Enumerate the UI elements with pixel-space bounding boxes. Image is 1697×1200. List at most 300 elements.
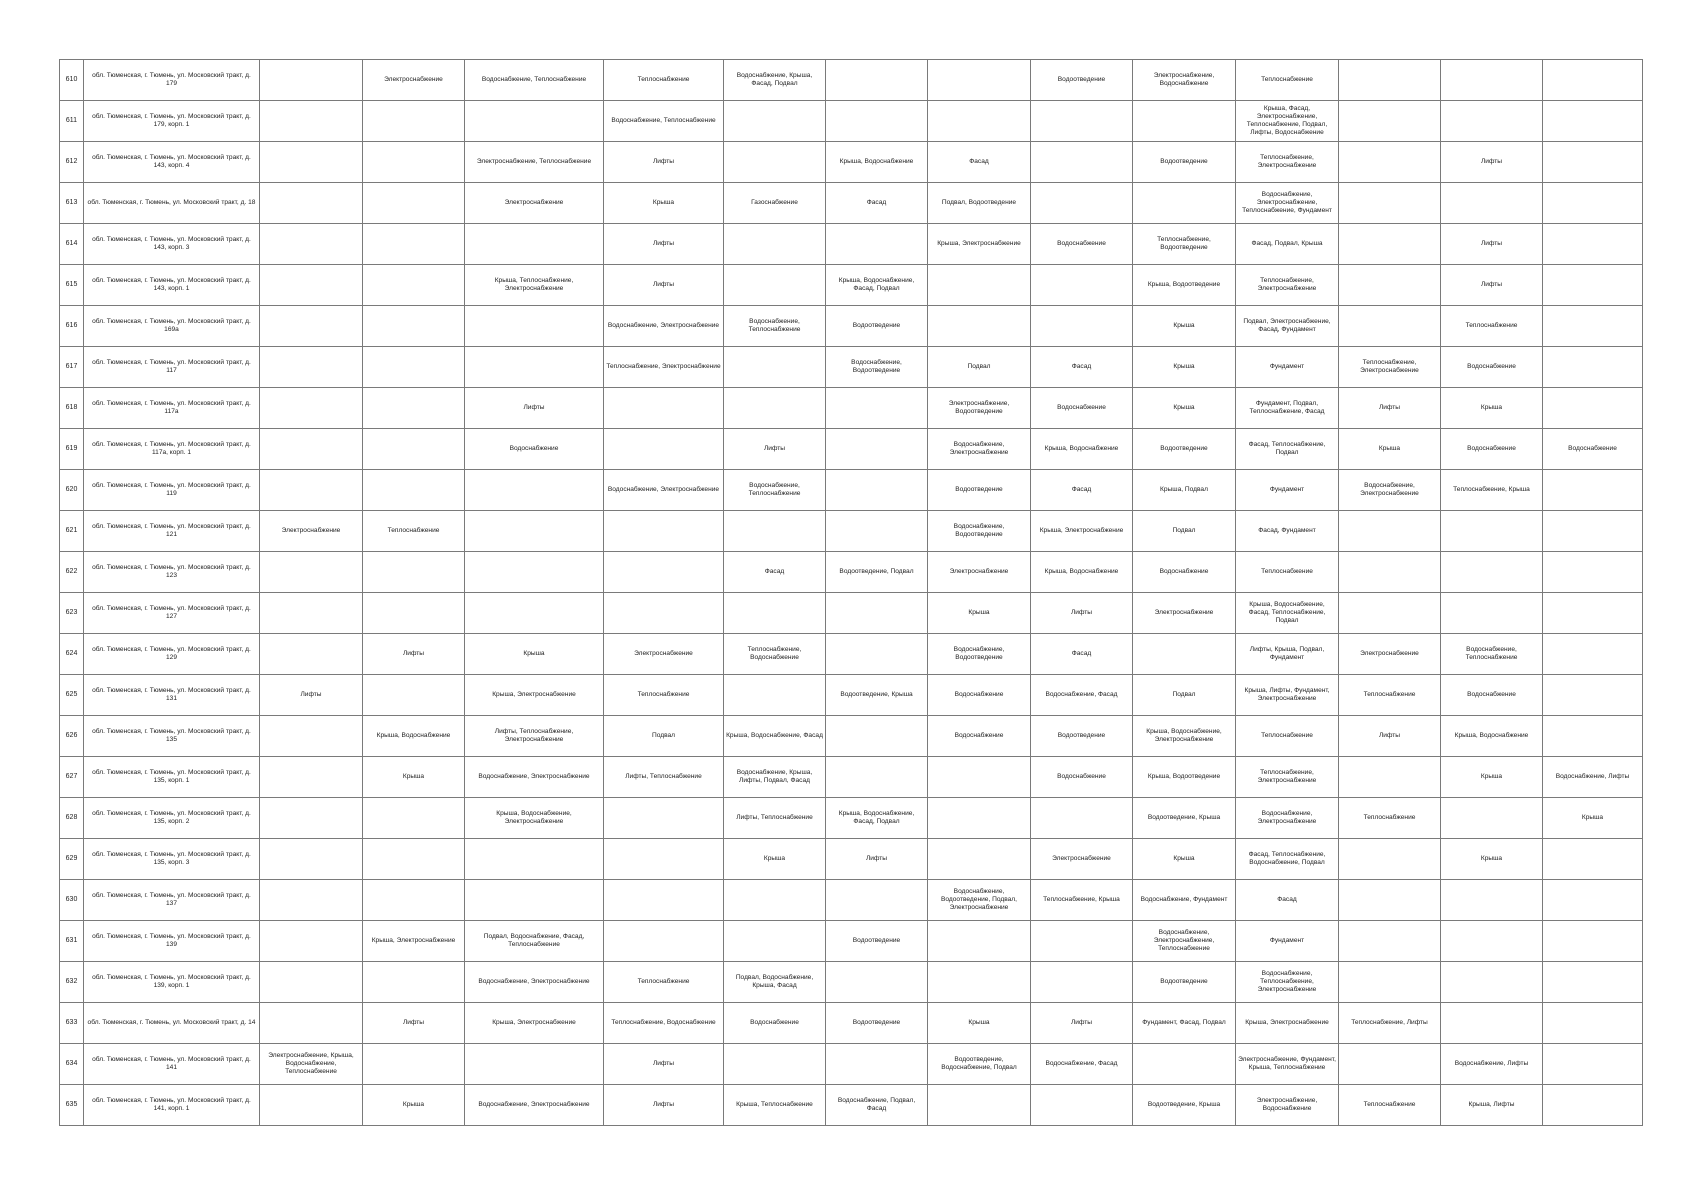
row-number: 618 bbox=[60, 388, 84, 429]
table-row bbox=[60, 921, 1643, 962]
address-cell: обл. Тюменская, г. Тюмень, ул. Московский тракт, д. 135, корп. 2 bbox=[84, 798, 260, 839]
work-cell: Лифты bbox=[604, 224, 724, 265]
work-cell bbox=[826, 716, 928, 757]
work-cell bbox=[1031, 142, 1133, 183]
work-cell: Теплоснабжение, Электроснабжение bbox=[604, 347, 724, 388]
work-cell: Подвал bbox=[604, 716, 724, 757]
work-cell bbox=[928, 60, 1031, 101]
address-cell: обл. Тюменская, г. Тюмень, ул. Московский тракт, д. 179 bbox=[84, 60, 260, 101]
work-cell bbox=[260, 183, 363, 224]
work-cell bbox=[260, 265, 363, 306]
work-cell: Водоснабжение, Крыша, Фасад, Подвал bbox=[724, 60, 826, 101]
work-cell: Лифты, Теплоснабжение, Электроснабжение bbox=[465, 716, 604, 757]
work-cell bbox=[1441, 962, 1543, 1003]
work-cell: Водоснабжение, Электроснабжение bbox=[604, 470, 724, 511]
table-row bbox=[60, 511, 1643, 552]
table-row bbox=[60, 142, 1643, 183]
work-cell: Водоснабжение, Фасад bbox=[1031, 675, 1133, 716]
work-cell bbox=[1543, 347, 1643, 388]
work-cell: Электроснабжение, Водоотведение bbox=[928, 388, 1031, 429]
work-cell bbox=[1543, 142, 1643, 183]
work-cell bbox=[363, 224, 465, 265]
work-cell: Теплоснабжение bbox=[1339, 675, 1441, 716]
row-number: 614 bbox=[60, 224, 84, 265]
work-cell bbox=[260, 552, 363, 593]
work-cell: Электроснабжение, Фундамент, Крыша, Теплоснабжение bbox=[1236, 1044, 1339, 1085]
work-cell: Крыша, Электроснабжение bbox=[363, 921, 465, 962]
work-cell bbox=[1441, 60, 1543, 101]
work-cell bbox=[260, 716, 363, 757]
work-cell bbox=[363, 962, 465, 1003]
work-cell: Водоотведение bbox=[1133, 142, 1236, 183]
table-row bbox=[60, 429, 1643, 470]
table-row bbox=[60, 757, 1643, 798]
work-cell bbox=[1543, 183, 1643, 224]
work-cell: Лифты bbox=[260, 675, 363, 716]
work-cell: Крыша bbox=[604, 183, 724, 224]
row-number: 621 bbox=[60, 511, 84, 552]
work-cell bbox=[1543, 634, 1643, 675]
table-row bbox=[60, 347, 1643, 388]
work-cell: Водоснабжение bbox=[1543, 429, 1643, 470]
work-cell bbox=[1031, 1085, 1133, 1126]
row-number: 628 bbox=[60, 798, 84, 839]
table-row bbox=[60, 1085, 1643, 1126]
work-cell: Фундамент bbox=[1236, 921, 1339, 962]
row-number: 631 bbox=[60, 921, 84, 962]
work-cell bbox=[1543, 1085, 1643, 1126]
work-cell: Крыша, Водоснабжение, Фасад bbox=[724, 716, 826, 757]
work-cell bbox=[1543, 1003, 1643, 1044]
work-cell: Лифты bbox=[604, 1044, 724, 1085]
work-cell bbox=[1543, 1044, 1643, 1085]
work-cell: Электроснабжение bbox=[1339, 634, 1441, 675]
work-cell bbox=[1441, 880, 1543, 921]
work-cell bbox=[1133, 1044, 1236, 1085]
work-cell: Теплоснабжение bbox=[1441, 306, 1543, 347]
work-cell bbox=[826, 511, 928, 552]
table-row bbox=[60, 839, 1643, 880]
row-number: 627 bbox=[60, 757, 84, 798]
work-cell bbox=[260, 60, 363, 101]
work-cell: Крыша, Электроснабжение bbox=[465, 675, 604, 716]
work-cell: Подвал bbox=[1133, 511, 1236, 552]
work-cell: Крыша, Лифты bbox=[1441, 1085, 1543, 1126]
work-cell bbox=[260, 880, 363, 921]
work-cell: Водоснабжение, Водоотведение bbox=[928, 634, 1031, 675]
work-cell: Водоснабжение, Электроснабжение bbox=[1339, 470, 1441, 511]
work-cell bbox=[1339, 265, 1441, 306]
work-cell: Крыша, Электроснабжение bbox=[1236, 1003, 1339, 1044]
work-cell: Лифты bbox=[363, 1003, 465, 1044]
work-cell bbox=[260, 470, 363, 511]
work-cell bbox=[465, 552, 604, 593]
work-cell bbox=[724, 675, 826, 716]
row-number: 624 bbox=[60, 634, 84, 675]
work-cell bbox=[260, 839, 363, 880]
work-cell bbox=[1339, 757, 1441, 798]
work-cell: Крыша bbox=[1133, 839, 1236, 880]
work-cell: Крыша, Водоотведение bbox=[1133, 757, 1236, 798]
address-cell: обл. Тюменская, г. Тюмень, ул. Московский тракт, д. 135, корп. 3 bbox=[84, 839, 260, 880]
work-cell: Крыша bbox=[1441, 757, 1543, 798]
work-cell bbox=[928, 757, 1031, 798]
work-cell: Водоотведение, Крыша bbox=[1133, 798, 1236, 839]
row-number: 615 bbox=[60, 265, 84, 306]
work-cell: Водоснабжение, Электроснабжение bbox=[604, 306, 724, 347]
work-cell bbox=[1031, 306, 1133, 347]
work-cell: Водоснабжение, Электроснабжение bbox=[928, 429, 1031, 470]
work-cell: Водоснабжение bbox=[1031, 224, 1133, 265]
work-cell: Водоснабжение, Теплоснабжение bbox=[724, 470, 826, 511]
work-cell: Водоснабжение bbox=[1441, 347, 1543, 388]
work-cell: Теплоснабжение bbox=[1236, 716, 1339, 757]
work-cell bbox=[465, 101, 604, 142]
work-cell: Лифты bbox=[1441, 224, 1543, 265]
work-cell: Крыша bbox=[1133, 306, 1236, 347]
work-cell: Водоснабжение bbox=[928, 716, 1031, 757]
work-cell: Теплоснабжение, Крыша bbox=[1441, 470, 1543, 511]
address-cell: обл. Тюменская, г. Тюмень, ул. Московский тракт, д. 127 bbox=[84, 593, 260, 634]
work-cell: Электроснабжение bbox=[465, 183, 604, 224]
work-cell bbox=[1441, 183, 1543, 224]
work-cell bbox=[1543, 60, 1643, 101]
work-cell bbox=[724, 1044, 826, 1085]
work-cell bbox=[363, 470, 465, 511]
work-cell bbox=[465, 306, 604, 347]
work-cell bbox=[1543, 675, 1643, 716]
work-cell bbox=[604, 880, 724, 921]
row-number: 632 bbox=[60, 962, 84, 1003]
work-cell bbox=[1543, 921, 1643, 962]
work-cell bbox=[260, 634, 363, 675]
work-cell bbox=[1339, 224, 1441, 265]
address-cell: обл. Тюменская, г. Тюмень, ул. Московский тракт, д. 117а bbox=[84, 388, 260, 429]
work-cell: Фасад, Теплоснабжение, Водоснабжение, Подвал bbox=[1236, 839, 1339, 880]
row-number: 623 bbox=[60, 593, 84, 634]
work-cell: Лифты bbox=[1441, 142, 1543, 183]
work-cell: Водоснабжение bbox=[1031, 757, 1133, 798]
work-cell: Крыша, Водоснабжение, Фасад, Подвал bbox=[826, 798, 928, 839]
work-cell: Крыша, Электроснабжение bbox=[465, 1003, 604, 1044]
address-cell: обл. Тюменская, г. Тюмень, ул. Московский тракт, д. 135, корп. 1 bbox=[84, 757, 260, 798]
work-cell: Лифты bbox=[604, 1085, 724, 1126]
work-cell bbox=[1543, 962, 1643, 1003]
work-cell bbox=[826, 470, 928, 511]
work-cell bbox=[604, 921, 724, 962]
table-row bbox=[60, 962, 1643, 1003]
table-row bbox=[60, 265, 1643, 306]
work-cell bbox=[826, 880, 928, 921]
work-cell: Электроснабжение bbox=[363, 60, 465, 101]
work-cell: Крыша bbox=[724, 839, 826, 880]
work-cell bbox=[928, 921, 1031, 962]
table-row bbox=[60, 880, 1643, 921]
work-cell: Электроснабжение, Водоснабжение bbox=[1133, 60, 1236, 101]
work-cell: Водоснабжение, Теплоснабжение bbox=[604, 101, 724, 142]
work-cell bbox=[260, 757, 363, 798]
work-cell: Водоснабжение, Теплоснабжение, Электроснабжение bbox=[1236, 962, 1339, 1003]
work-cell: Крыша, Водоснабжение, Электроснабжение bbox=[465, 798, 604, 839]
work-cell: Крыша, Водоснабжение bbox=[363, 716, 465, 757]
work-cell: Лифты bbox=[1339, 388, 1441, 429]
work-cell: Теплоснабжение bbox=[1236, 60, 1339, 101]
work-cell bbox=[1031, 962, 1133, 1003]
work-cell bbox=[1339, 593, 1441, 634]
work-cell: Водоотведение bbox=[826, 1003, 928, 1044]
table-row bbox=[60, 1003, 1643, 1044]
work-cell: Водоснабжение bbox=[928, 675, 1031, 716]
address-cell: обл. Тюменская, г. Тюмень, ул. Московский тракт, д. 121 bbox=[84, 511, 260, 552]
work-cell bbox=[465, 880, 604, 921]
work-cell: Фасад bbox=[1236, 880, 1339, 921]
work-cell bbox=[260, 1003, 363, 1044]
work-cell bbox=[1339, 101, 1441, 142]
work-cell bbox=[928, 101, 1031, 142]
row-number: 620 bbox=[60, 470, 84, 511]
work-cell bbox=[1543, 839, 1643, 880]
work-cell bbox=[1441, 921, 1543, 962]
work-cell: Подвал, Водоотведение bbox=[928, 183, 1031, 224]
work-cell: Лифты bbox=[1339, 716, 1441, 757]
work-cell: Фасад bbox=[1031, 347, 1133, 388]
work-cell: Водоснабжение bbox=[1031, 388, 1133, 429]
work-cell bbox=[928, 962, 1031, 1003]
work-cell: Водоснабжение, Водоотведение, Подвал, Электроснабжение bbox=[928, 880, 1031, 921]
work-cell: Крыша, Водоотведение bbox=[1133, 265, 1236, 306]
work-cell: Теплоснабжение bbox=[604, 675, 724, 716]
work-cell: Водоотведение, Крыша bbox=[1133, 1085, 1236, 1126]
work-cell bbox=[260, 1085, 363, 1126]
work-cell bbox=[260, 388, 363, 429]
work-cell bbox=[1031, 798, 1133, 839]
work-cell bbox=[1031, 101, 1133, 142]
work-cell bbox=[724, 593, 826, 634]
work-cell: Электроснабжение, Водоснабжение bbox=[1236, 1085, 1339, 1126]
table-row bbox=[60, 306, 1643, 347]
table-row bbox=[60, 552, 1643, 593]
work-cell bbox=[363, 183, 465, 224]
work-cell bbox=[928, 839, 1031, 880]
address-cell: обл. Тюменская, г. Тюмень, ул. Московский тракт, д. 117а, корп. 1 bbox=[84, 429, 260, 470]
work-cell: Теплоснабжение, Лифты bbox=[1339, 1003, 1441, 1044]
work-cell: Водоснабжение, Теплоснабжение bbox=[724, 306, 826, 347]
work-cell bbox=[465, 347, 604, 388]
work-cell bbox=[724, 511, 826, 552]
work-cell: Водоотведение bbox=[826, 306, 928, 347]
work-cell: Фасад bbox=[1031, 634, 1133, 675]
row-number: 625 bbox=[60, 675, 84, 716]
work-cell bbox=[928, 306, 1031, 347]
work-cell: Теплоснабжение bbox=[604, 60, 724, 101]
work-cell: Теплоснабжение, Электроснабжение bbox=[1236, 265, 1339, 306]
work-cell: Подвал bbox=[928, 347, 1031, 388]
work-cell bbox=[826, 962, 928, 1003]
work-cell bbox=[604, 593, 724, 634]
row-number: 610 bbox=[60, 60, 84, 101]
work-cell: Крыша, Водоснабжение bbox=[1441, 716, 1543, 757]
work-cell: Водоснабжение, Теплоснабжение bbox=[465, 60, 604, 101]
work-cell bbox=[363, 347, 465, 388]
work-cell bbox=[363, 388, 465, 429]
work-cell bbox=[1339, 142, 1441, 183]
work-cell bbox=[1339, 306, 1441, 347]
work-cell: Крыша, Подвал bbox=[1133, 470, 1236, 511]
table-body bbox=[60, 60, 1643, 1126]
work-cell bbox=[724, 347, 826, 388]
work-cell: Водоснабжение, Фасад bbox=[1031, 1044, 1133, 1085]
work-cell bbox=[1339, 880, 1441, 921]
work-cell bbox=[826, 593, 928, 634]
work-cell: Фасад bbox=[1031, 470, 1133, 511]
work-cell bbox=[1543, 880, 1643, 921]
work-cell bbox=[826, 429, 928, 470]
table-row bbox=[60, 716, 1643, 757]
work-cell bbox=[1441, 511, 1543, 552]
work-cell: Фасад bbox=[928, 142, 1031, 183]
work-cell: Водоотведение bbox=[1133, 429, 1236, 470]
address-cell: обл. Тюменская, г. Тюмень, ул. Московский тракт, д. 143, корп. 3 bbox=[84, 224, 260, 265]
work-cell bbox=[363, 798, 465, 839]
address-cell: обл. Тюменская, г. Тюмень, ул. Московский тракт, д. 129 bbox=[84, 634, 260, 675]
work-cell: Фундамент bbox=[1236, 347, 1339, 388]
work-cell bbox=[1031, 921, 1133, 962]
work-cell bbox=[260, 142, 363, 183]
work-cell: Крыша, Лифты, Фундамент, Электроснабжение bbox=[1236, 675, 1339, 716]
address-cell: обл. Тюменская, г. Тюмень, ул. Московский тракт, д. 143, корп. 4 bbox=[84, 142, 260, 183]
repair-schedule-table bbox=[59, 59, 1643, 1126]
work-cell: Лифты bbox=[724, 429, 826, 470]
work-cell bbox=[1543, 306, 1643, 347]
work-cell: Электроснабжение bbox=[928, 552, 1031, 593]
work-cell: Теплоснабжение, Электроснабжение bbox=[1236, 142, 1339, 183]
work-cell bbox=[1133, 101, 1236, 142]
work-cell: Электроснабжение bbox=[604, 634, 724, 675]
address-cell: обл. Тюменская, г. Тюмень, ул. Московский тракт, д. 141, корп. 1 bbox=[84, 1085, 260, 1126]
work-cell bbox=[363, 880, 465, 921]
work-cell bbox=[1031, 265, 1133, 306]
work-cell bbox=[604, 429, 724, 470]
address-cell: обл. Тюменская, г. Тюмень, ул. Московский тракт, д. 14 bbox=[84, 1003, 260, 1044]
work-cell bbox=[260, 347, 363, 388]
work-cell bbox=[1339, 962, 1441, 1003]
document-page bbox=[59, 59, 1643, 1126]
address-cell: обл. Тюменская, г. Тюмень, ул. Московский тракт, д. 139, корп. 1 bbox=[84, 962, 260, 1003]
work-cell bbox=[1441, 1003, 1543, 1044]
work-cell: Водоснабжение, Фундамент bbox=[1133, 880, 1236, 921]
row-number: 617 bbox=[60, 347, 84, 388]
table-row bbox=[60, 183, 1643, 224]
work-cell: Крыша, Теплоснабжение, Электроснабжение bbox=[465, 265, 604, 306]
work-cell: Лифты bbox=[604, 142, 724, 183]
work-cell bbox=[363, 839, 465, 880]
work-cell bbox=[826, 634, 928, 675]
table-row bbox=[60, 101, 1643, 142]
work-cell bbox=[1133, 183, 1236, 224]
work-cell: Лифты, Теплоснабжение bbox=[724, 798, 826, 839]
work-cell bbox=[363, 306, 465, 347]
work-cell: Газоснабжение bbox=[724, 183, 826, 224]
address-cell: обл. Тюменская, г. Тюмень, ул. Московский тракт, д. 119 bbox=[84, 470, 260, 511]
work-cell: Крыша bbox=[1133, 388, 1236, 429]
address-cell: обл. Тюменская, г. Тюмень, ул. Московский тракт, д. 139 bbox=[84, 921, 260, 962]
work-cell: Лифты, Крыша, Подвал, Фундамент bbox=[1236, 634, 1339, 675]
work-cell: Лифты bbox=[1031, 1003, 1133, 1044]
row-number: 635 bbox=[60, 1085, 84, 1126]
work-cell bbox=[1543, 101, 1643, 142]
work-cell bbox=[1441, 593, 1543, 634]
work-cell: Электроснабжение bbox=[1133, 593, 1236, 634]
work-cell bbox=[928, 1085, 1031, 1126]
work-cell bbox=[1441, 552, 1543, 593]
work-cell: Лифты, Теплоснабжение bbox=[604, 757, 724, 798]
work-cell: Теплоснабжение bbox=[1236, 552, 1339, 593]
work-cell: Фундамент, Фасад, Подвал bbox=[1133, 1003, 1236, 1044]
table-row bbox=[60, 60, 1643, 101]
row-number: 634 bbox=[60, 1044, 84, 1085]
table-row bbox=[60, 593, 1643, 634]
work-cell: Крыша bbox=[1133, 347, 1236, 388]
work-cell: Лифты bbox=[826, 839, 928, 880]
work-cell bbox=[363, 265, 465, 306]
row-number: 613 bbox=[60, 183, 84, 224]
work-cell bbox=[363, 142, 465, 183]
work-cell: Водоснабжение bbox=[1441, 675, 1543, 716]
row-number: 630 bbox=[60, 880, 84, 921]
work-cell: Электроснабжение, Крыша, Водоснабжение, Теплоснабжение bbox=[260, 1044, 363, 1085]
table-row bbox=[60, 798, 1643, 839]
work-cell: Электроснабжение bbox=[1031, 839, 1133, 880]
work-cell: Водоотведение, Крыша bbox=[826, 675, 928, 716]
work-cell bbox=[1339, 921, 1441, 962]
row-number: 626 bbox=[60, 716, 84, 757]
work-cell: Крыша, Водоснабжение bbox=[826, 142, 928, 183]
work-cell: Водоотведение, Водоснабжение, Подвал bbox=[928, 1044, 1031, 1085]
work-cell: Теплоснабжение bbox=[363, 511, 465, 552]
work-cell bbox=[260, 593, 363, 634]
work-cell bbox=[826, 757, 928, 798]
work-cell: Водоотведение bbox=[1031, 60, 1133, 101]
work-cell bbox=[260, 306, 363, 347]
work-cell bbox=[1339, 552, 1441, 593]
work-cell: Теплоснабжение, Водоснабжение bbox=[604, 1003, 724, 1044]
work-cell: Крыша bbox=[928, 1003, 1031, 1044]
work-cell bbox=[363, 552, 465, 593]
work-cell: Лифты bbox=[363, 634, 465, 675]
work-cell: Крыша bbox=[363, 1085, 465, 1126]
work-cell bbox=[724, 388, 826, 429]
work-cell bbox=[724, 880, 826, 921]
work-cell: Крыша, Электроснабжение bbox=[928, 224, 1031, 265]
work-cell: Крыша bbox=[928, 593, 1031, 634]
row-number: 622 bbox=[60, 552, 84, 593]
work-cell: Подвал, Водоснабжение, Крыша, Фасад bbox=[724, 962, 826, 1003]
work-cell: Водоснабжение, Лифты bbox=[1441, 1044, 1543, 1085]
address-cell: обл. Тюменская, г. Тюмень, ул. Московский тракт, д. 123 bbox=[84, 552, 260, 593]
work-cell bbox=[260, 224, 363, 265]
work-cell: Водоотведение, Подвал bbox=[826, 552, 928, 593]
work-cell bbox=[1543, 224, 1643, 265]
work-cell: Фасад bbox=[724, 552, 826, 593]
work-cell bbox=[260, 101, 363, 142]
work-cell: Водоснабжение, Водоотведение bbox=[928, 511, 1031, 552]
work-cell bbox=[1339, 839, 1441, 880]
address-cell: обл. Тюменская, г. Тюмень, ул. Московский тракт, д. 137 bbox=[84, 880, 260, 921]
table-row bbox=[60, 224, 1643, 265]
work-cell bbox=[604, 388, 724, 429]
work-cell bbox=[724, 101, 826, 142]
work-cell: Теплоснабжение, Водоснабжение bbox=[724, 634, 826, 675]
